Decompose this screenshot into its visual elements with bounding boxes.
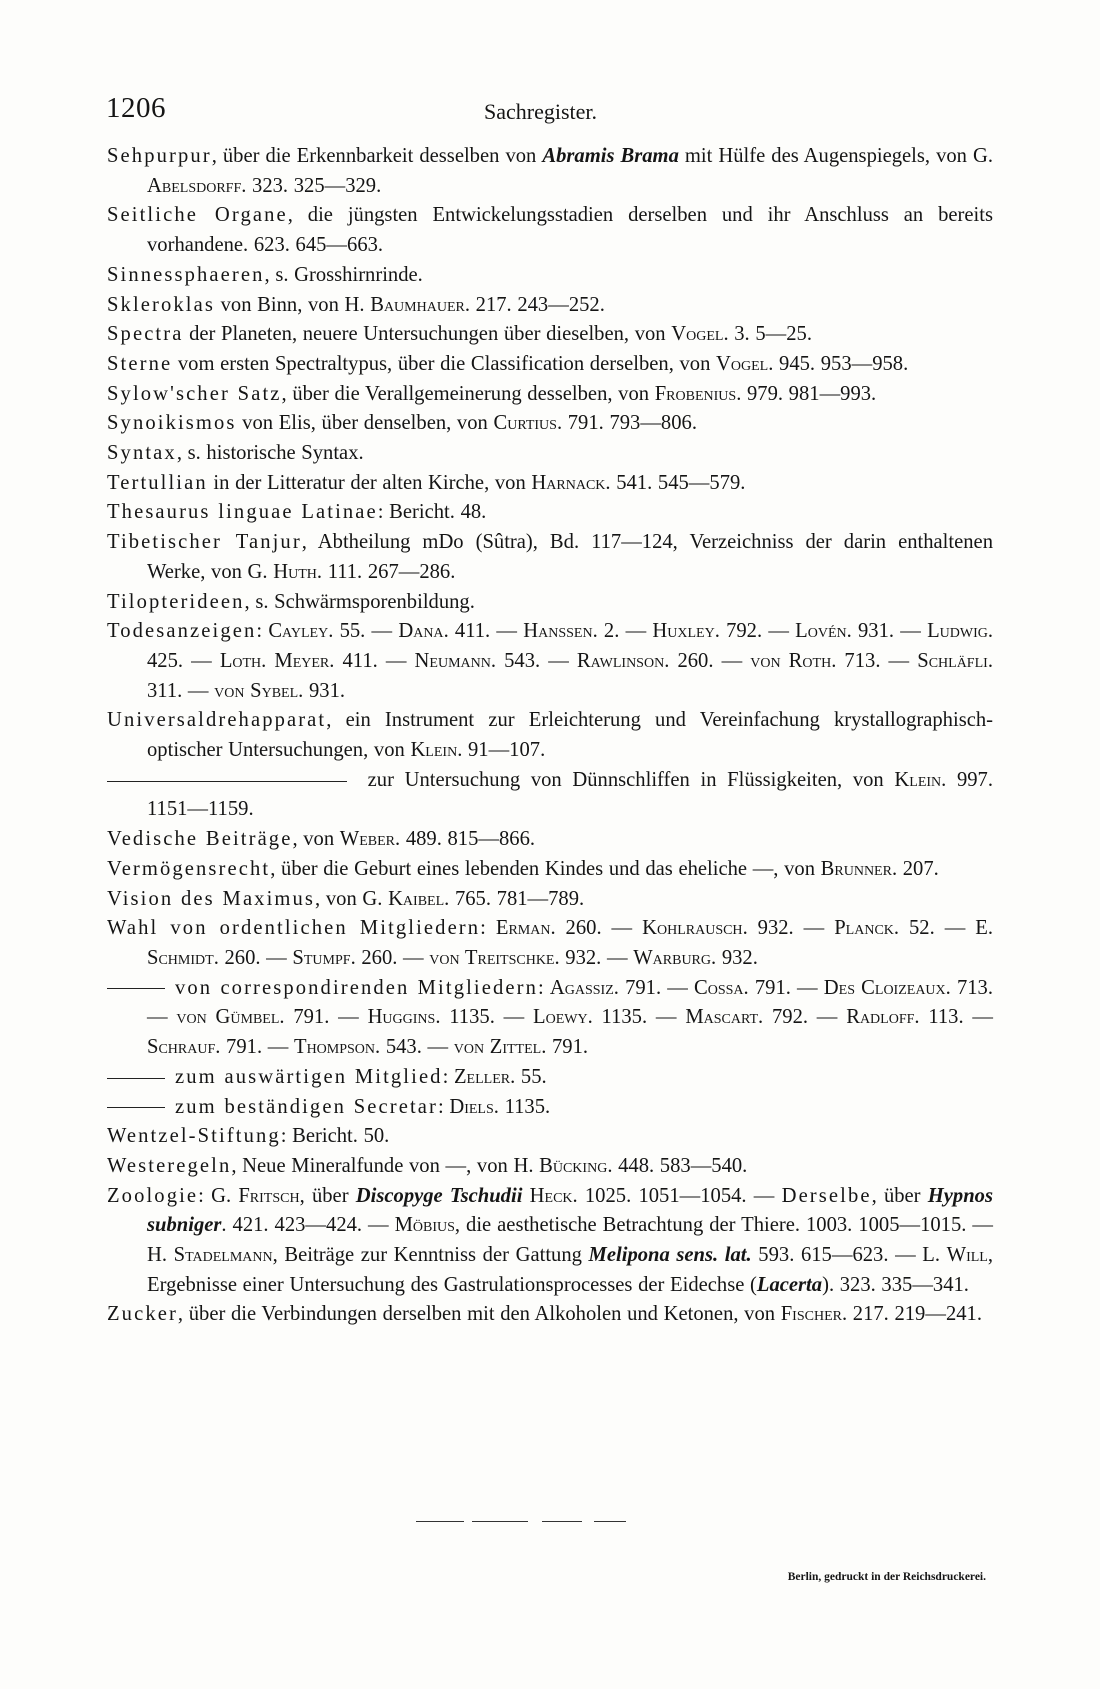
entry-headword: Wentzel-Stiftung [107, 1125, 281, 1148]
author-name: Erman [495, 917, 551, 940]
entry-text: . 217. 219—241. [841, 1303, 982, 1326]
author-name: von Gümbel [176, 1006, 280, 1029]
entry-headword: Skleroklas [107, 293, 215, 316]
entry-text: . 1135. — [435, 1006, 534, 1029]
author-name: Heck [529, 1184, 573, 1207]
ditto-rule [107, 1107, 165, 1108]
ditto-rule [107, 988, 165, 989]
author-name: Huxley [652, 620, 715, 643]
entry-headword: Zucker [107, 1303, 178, 1326]
entry-text: . 311. — [147, 649, 993, 702]
index-entry [107, 350, 993, 380]
author-name: Dana [398, 620, 444, 643]
entry-text: : G. [198, 1184, 239, 1207]
entry-text: . 448. 583—540. [607, 1154, 748, 1177]
entry-text: . 52. — E. [893, 917, 993, 940]
entry-headword: Sinnessphaeren [107, 263, 265, 286]
entry-text: . 791. — [279, 1006, 368, 1029]
entry-headword: Tibetischer Tanjur [107, 531, 302, 554]
entry-text: : Bericht. 50. [280, 1125, 390, 1148]
entry-headword: Thesaurus linguae Latinae [107, 501, 378, 524]
entry-text: . 55. — [328, 620, 399, 643]
author-name: Stadelmann [173, 1244, 273, 1267]
entry-text: . 260. — [664, 649, 751, 672]
author-name: Cayley [268, 620, 329, 643]
index-entry [107, 1300, 993, 1330]
entry-text: . 55. [510, 1065, 547, 1088]
entry-headword: Tilopterideen [107, 590, 245, 613]
index-entry [107, 617, 993, 706]
author-name: Schmidt [147, 946, 214, 969]
entry-headword: zum beständigen Secretar [175, 1095, 438, 1118]
entry-text: : [442, 1065, 454, 1088]
entry-text: . 1135. [493, 1095, 551, 1118]
taxon-name: Hypnos subniger [147, 1184, 993, 1237]
author-name: Des Cloizeaux [823, 976, 946, 999]
author-name: Diels [449, 1095, 494, 1118]
entry-headword: Syntax [107, 442, 177, 465]
index-entry [107, 380, 993, 410]
index-entry [107, 1182, 993, 1301]
author-name: Curtius [493, 412, 557, 435]
entry-text: , ein Instrument zur Erleichterung und Vereinfachung krystallographisch-optischer Untersuchungen, von [147, 709, 993, 762]
entry-headword: Sehpurpur [107, 145, 212, 167]
index-entries [107, 142, 993, 1330]
entry-text: , s. Grosshirnrinde. [264, 263, 423, 286]
author-name: Warburg [633, 946, 712, 969]
index-entry [107, 469, 993, 499]
end-rule-3 [542, 1521, 582, 1522]
entry-text: . 765. 781—789. [444, 887, 585, 910]
author-name: Kohlrausch [642, 917, 743, 940]
entry-headword: Sterne [107, 352, 173, 375]
end-rules [416, 1521, 696, 1525]
entry-text: . 945. 953—958. [768, 352, 909, 375]
entry-headword: Vedische Beiträge [107, 828, 293, 851]
entry-text: , die aesthetische Betrachtung der Thiere. 1003. 1005—1015. — H. [147, 1214, 993, 1267]
entry-text: vom ersten Spectraltypus, über die Classification derselben, von [172, 352, 717, 375]
author-name: Zeller [453, 1065, 511, 1088]
author-name: Loewy [533, 1006, 588, 1029]
entry-text: : [437, 1095, 450, 1118]
author-name: Vogel [716, 352, 769, 375]
index-entry [107, 498, 993, 528]
entry-text: . 1025. 1051—1054. — [572, 1184, 782, 1207]
author-name: Loth. Meyer [219, 649, 330, 672]
author-name: Ludwig [927, 620, 988, 643]
entry-text: von Elis, über denselben, von [236, 412, 494, 435]
index-entry [107, 409, 993, 439]
entry-text: . 411. — [329, 649, 415, 672]
entry-text: . 997. 1151—1159. [147, 768, 993, 821]
entry-text: . 541. 545—579. [605, 471, 746, 494]
taxon-name: Abramis Brama [542, 145, 679, 167]
author-name: Abelsdorff [147, 174, 242, 197]
entry-text: . 931. — [846, 620, 928, 643]
page-header [106, 92, 986, 132]
entry-text: von Binn, von H. [214, 293, 371, 316]
entry-text: , Abtheilung mDo (Sûtra), Bd. 117—124, Verzeichniss der darin enthaltenen Werke, von G. [147, 531, 993, 583]
end-rule-2 [472, 1521, 528, 1522]
entry-headword: Vision des Maximus [107, 887, 316, 910]
author-name: Klein [894, 768, 942, 791]
index-entry [107, 1063, 993, 1093]
index-entry [107, 528, 993, 587]
author-name: Bücking [539, 1154, 608, 1177]
author-name: von Roth [750, 649, 832, 672]
author-name: von Sybel [214, 679, 299, 702]
index-entry [107, 142, 993, 201]
author-name: Huggins [367, 1006, 436, 1029]
entry-headword: Tertullian [107, 471, 208, 494]
end-rule-1 [416, 1521, 464, 1522]
entry-text: . 713. — [147, 976, 993, 1029]
entry-text: , Beiträge zur Kenntniss der Gattung [272, 1244, 589, 1267]
author-name: Weber [339, 828, 396, 851]
entry-text: . 421. 423—424. — [221, 1214, 395, 1237]
entry-headword: Wahl von ordentlichen Mitgliedern [107, 917, 481, 940]
index-entry [107, 1122, 993, 1152]
entry-text: in der Litteratur der alten Kirche, von [207, 471, 532, 494]
entry-text: , über die Erkennbarkeit desselben von [211, 145, 543, 167]
running-title: Sachregister. [484, 99, 598, 124]
author-name: Klein [410, 739, 458, 762]
author-name: von Treitschke [429, 946, 555, 969]
entry-headword: Synoikismos [107, 412, 237, 435]
taxon-name: Melipona sens. lat. [588, 1244, 752, 1267]
entry-text: . 791. — [215, 1036, 294, 1059]
index-entry [107, 1152, 993, 1182]
entry-text: zur Untersuchung von Dünnschliffen in Flüssigkeiten, von [357, 768, 895, 791]
index-entry [107, 1093, 993, 1123]
author-name: Lovén [795, 620, 847, 643]
spaced-text: Derselbe [781, 1184, 872, 1207]
entry-text: , s. historische Syntax. [176, 442, 364, 465]
entry-headword: Spectra [107, 323, 184, 346]
author-name: Mascart [685, 1006, 759, 1029]
author-name: Fritsch [238, 1184, 300, 1207]
taxon-name: Discopyge Tschudii [355, 1184, 523, 1207]
entry-text: , von G. [315, 887, 389, 910]
author-name: Cossa [694, 976, 744, 999]
entry-text: . 713. — [831, 649, 918, 672]
entry-text: . 932. — [554, 946, 634, 969]
entry-text: der Planeten, neuere Untersuchungen über dieselben, von [183, 323, 672, 346]
entry-text: . 207. [891, 857, 939, 880]
index-entry [107, 261, 993, 291]
index-entry [107, 825, 993, 855]
entry-headword: zum auswärtigen Mitglied [175, 1065, 443, 1088]
index-entry [107, 439, 993, 469]
entry-text: . 979. 981—993. [736, 382, 877, 405]
author-name: Rawlinson [576, 649, 665, 672]
entry-text: . 1135. — [587, 1006, 686, 1029]
ditto-rule [107, 1078, 165, 1079]
entry-text: ). 323. 335—341. [822, 1273, 969, 1296]
author-name: Frobenius [654, 382, 737, 405]
author-name: Neumann [414, 649, 491, 672]
entry-text: . 489. 815—866. [395, 828, 536, 851]
index-entry [107, 885, 993, 915]
entry-text: . 792. — [714, 620, 796, 643]
entry-text: . 323. 325—329. [241, 174, 382, 197]
entry-headword: Westeregeln [107, 1154, 232, 1177]
entry-text: : [537, 976, 550, 999]
entry-text: , über die Verallgemeinerung desselben, von [281, 382, 655, 405]
author-name: von Zittel [453, 1036, 542, 1059]
entry-headword: Seitliche Organe [107, 204, 288, 227]
entry-text: , über [871, 1184, 928, 1207]
author-name: Agassiz [549, 976, 614, 999]
entry-text: . 791. [541, 1036, 589, 1059]
entry-text: . 932. [711, 946, 758, 969]
entry-text: . 260. — [350, 946, 430, 969]
printer-imprint: Berlin, gedruckt in der Reichsdruckerei. [787, 1571, 986, 1583]
entry-text: : [256, 620, 269, 643]
author-name: Fischer [780, 1303, 842, 1326]
entry-text: . 260. — [550, 917, 643, 940]
index-entry [107, 974, 993, 1063]
index-entry [107, 201, 993, 260]
author-name: Will [946, 1244, 988, 1267]
end-rule-4 [594, 1521, 626, 1522]
entry-headword: Zoologie [107, 1184, 199, 1207]
index-entry [107, 320, 993, 350]
entry-text: . 217. 243—252. [464, 293, 605, 316]
entry-text: , über die Geburt eines lebenden Kindes und das eheliche —, von [270, 857, 821, 880]
entry-text: . 2. — [592, 620, 653, 643]
taxon-name: Lacerta [756, 1273, 823, 1296]
entry-text: . 543. — [375, 1036, 454, 1059]
entry-text: . 932. — [742, 917, 835, 940]
entry-text: 593. 615—623. — L. [751, 1244, 947, 1267]
entry-headword: von correspondirenden Mitgliedern [175, 976, 538, 999]
author-name: Schläfli [917, 649, 988, 672]
entry-text: : Bericht. 48. [377, 501, 487, 524]
author-name: Planck [834, 917, 894, 940]
entry-text: , s. Schwärmsporenbildung. [244, 590, 475, 613]
author-name: Harnack [531, 471, 606, 494]
entry-text: . 91—107. [457, 739, 546, 762]
index-entry [107, 291, 993, 321]
entry-text: . 411. — [443, 620, 524, 643]
author-name: Brunner [820, 857, 892, 880]
entry-headword: Sylow'scher Satz [107, 382, 282, 405]
author-name: Hanssen [523, 620, 593, 643]
author-name: Stumpf [292, 946, 351, 969]
ditto-rule [107, 781, 347, 782]
entry-headword: Universaldrehapparat [107, 709, 327, 732]
entry-text: . 111. 267—286. [316, 560, 456, 583]
entry-text: , Ergebnisse einer Untersuchung des Gastrulationsprocesses der Eidechse ( [147, 1244, 994, 1296]
entry-text: , von [292, 828, 340, 851]
entry-text: . 260. — [213, 946, 293, 969]
author-name: Baumhauer [370, 293, 465, 316]
entry-text: . 543. — [490, 649, 577, 672]
entry-text: mit Hülfe des Augenspiegels, von G. [678, 145, 994, 167]
entry-text: . 113. — [914, 1006, 994, 1029]
entry-text: : [480, 917, 496, 940]
index-entry [107, 855, 993, 885]
author-name: Huth [273, 560, 317, 583]
index-entry [107, 914, 993, 973]
entry-text: . 792. — [758, 1006, 847, 1029]
index-entry [107, 588, 993, 618]
author-name: Kaibel [388, 887, 445, 910]
author-name: Möbius [394, 1214, 455, 1237]
entry-text [522, 1185, 529, 1207]
author-name: Schrauf [147, 1036, 216, 1059]
entry-text: , Neue Mineralfunde von —, von H. [231, 1154, 540, 1177]
author-name: Vogel [671, 323, 724, 346]
entry-text: . 425. — [147, 620, 994, 672]
entry-text: . 3. 5—25. [723, 323, 812, 346]
entry-text: , die jüngsten Entwickelungsstadien derselben und ihr Anschluss an bereits vorhandene. 623. 645—663. [147, 204, 993, 257]
entry-text: . 791. 793—806. [556, 412, 697, 435]
author-name: Radloff [846, 1006, 915, 1029]
entry-text: . 791. — [743, 976, 824, 999]
entry-text: , über die Verbindungen derselben mit den Alkoholen und Ketonen, von [177, 1303, 781, 1326]
author-name: Thompson [293, 1036, 376, 1059]
page-number: 1206 [106, 92, 166, 124]
entry-text: . 931. [298, 679, 346, 702]
index-entry [107, 766, 993, 825]
entry-text: . 791. — [613, 976, 695, 999]
index-entry [107, 706, 993, 765]
entry-headword: Todesanzeigen [107, 620, 257, 643]
entry-headword: Vermögensrecht [107, 857, 271, 880]
entry-text: , über [299, 1184, 356, 1207]
